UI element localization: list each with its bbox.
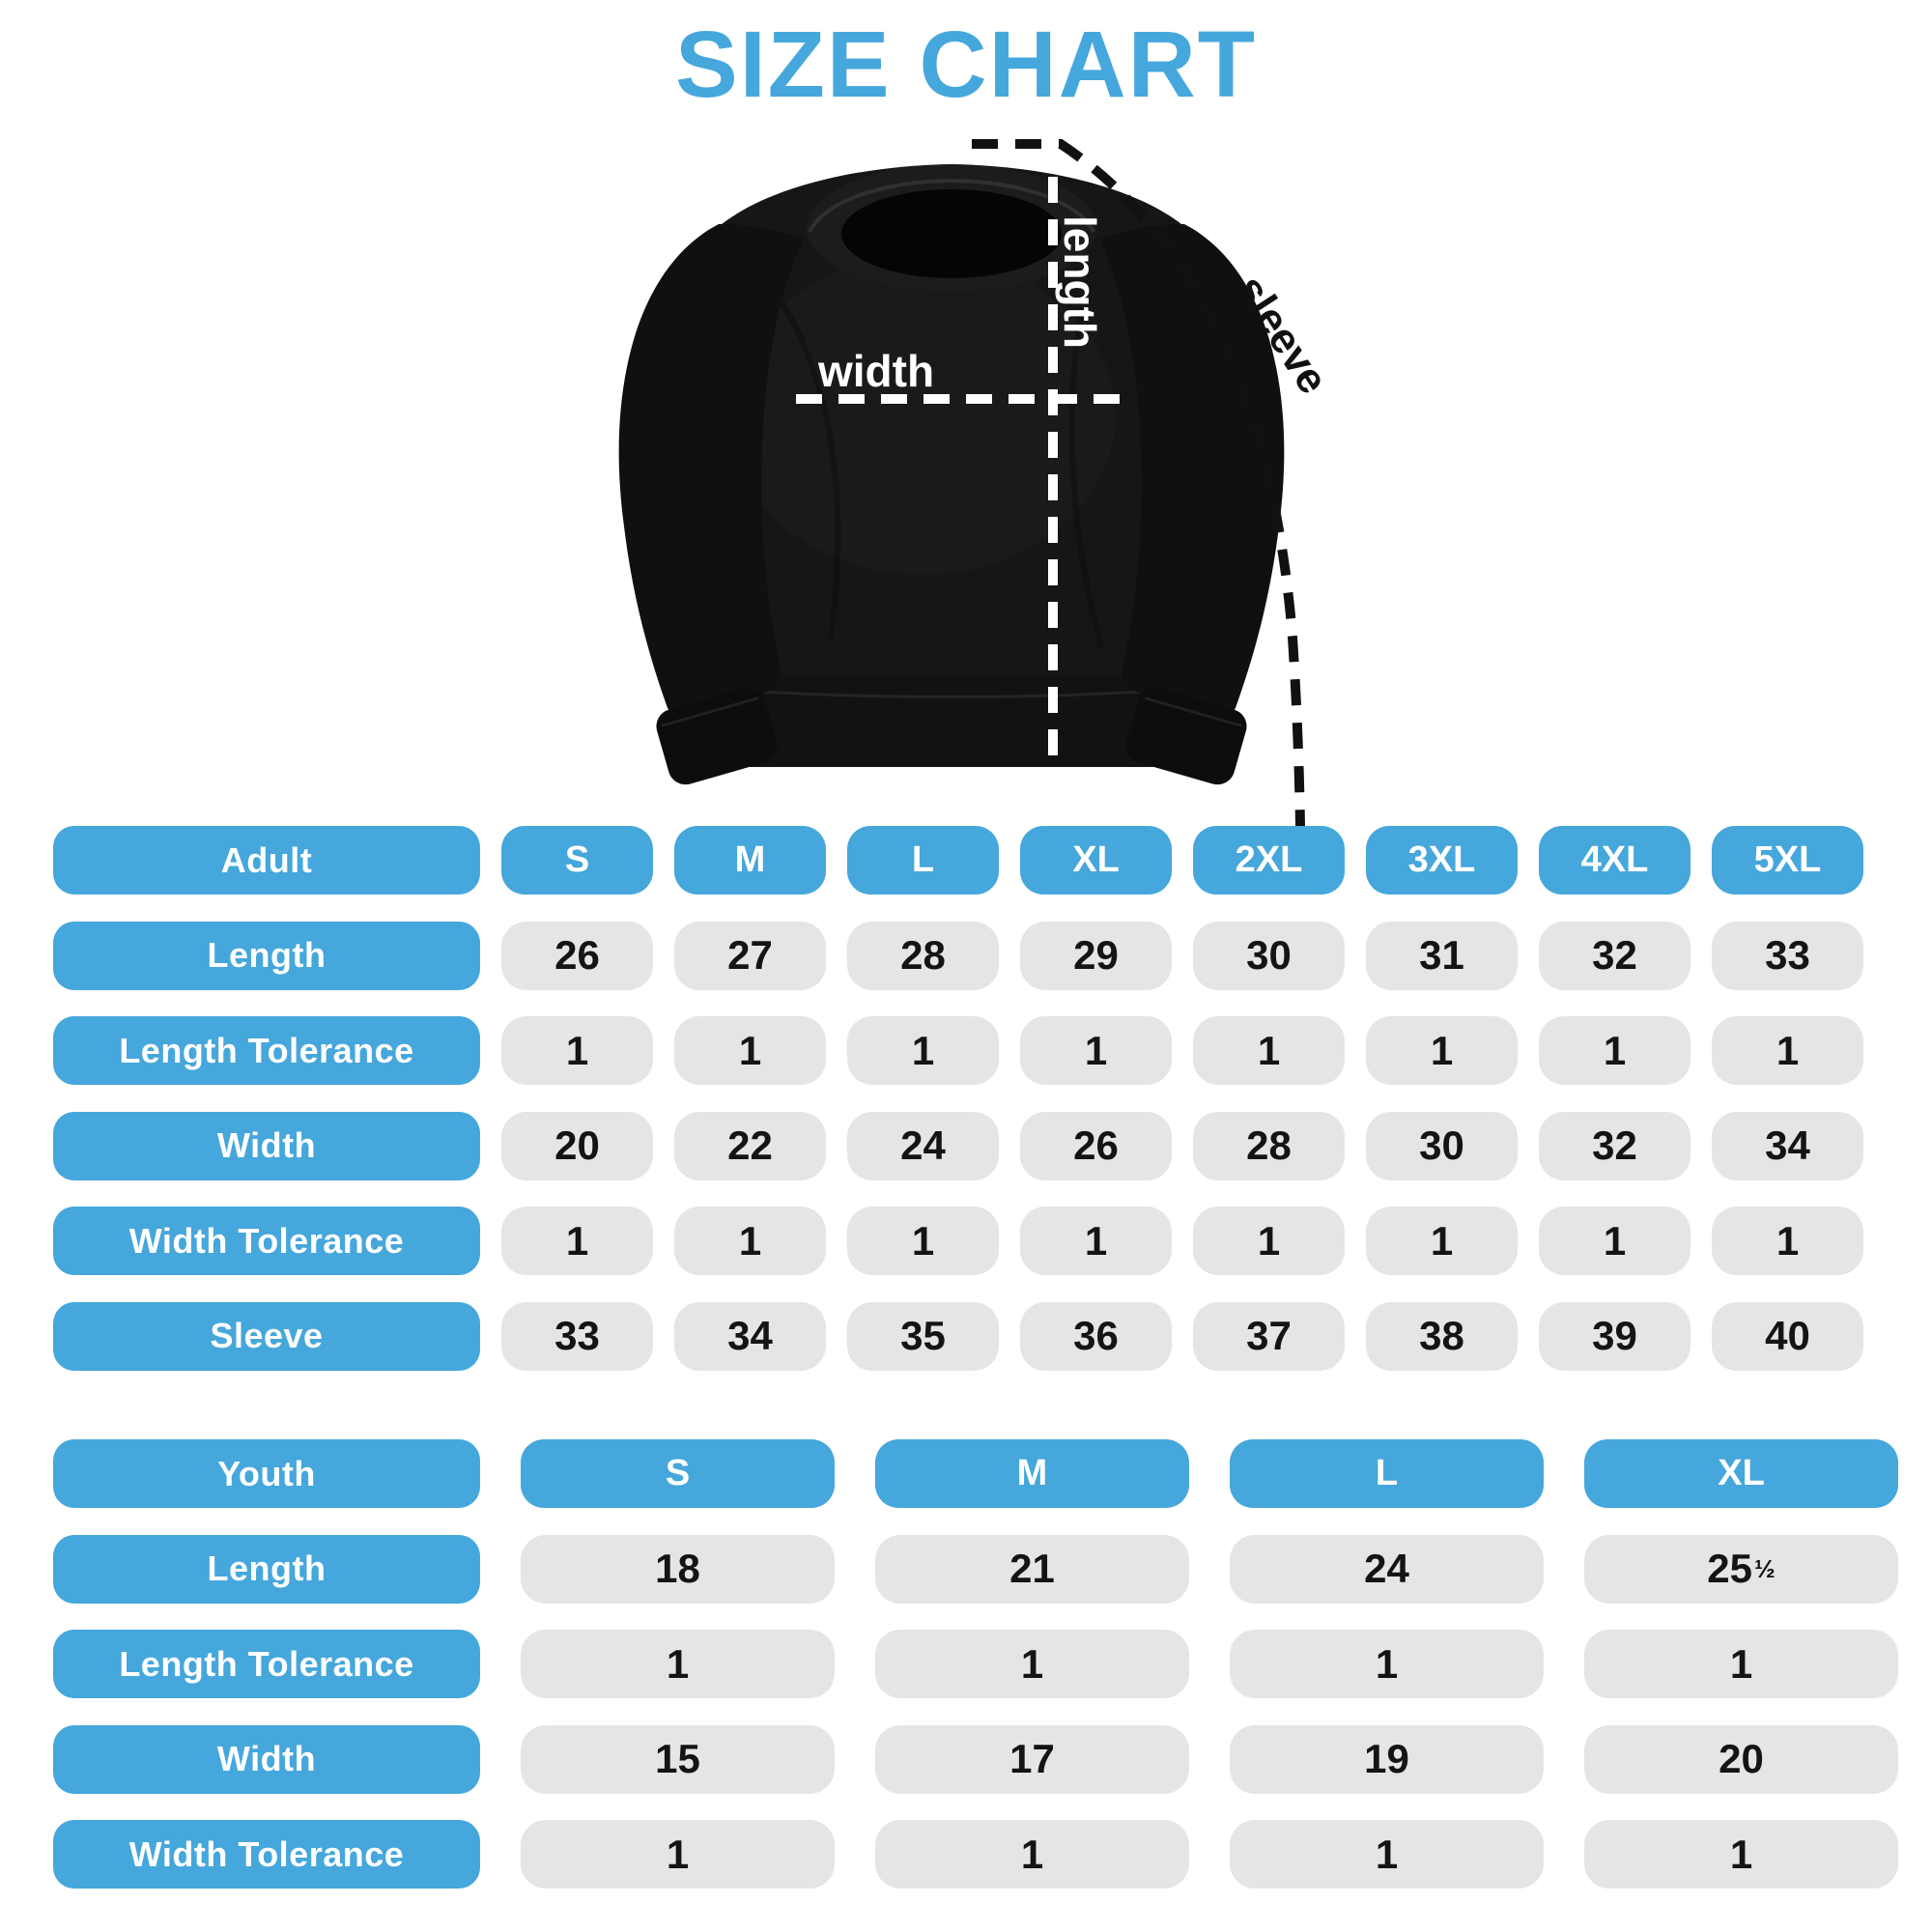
adult_table-value-cell: 33 xyxy=(501,1302,653,1371)
youth_table-row-label: Width Tolerance xyxy=(53,1820,480,1889)
adult_table-value-cell: 32 xyxy=(1539,1112,1690,1180)
adult_table-value-cell: 30 xyxy=(1193,922,1345,990)
adult_table-value-cell: 27 xyxy=(674,922,826,990)
adult_table-row-length xyxy=(53,922,1863,990)
adult_table-value-cell: 1 xyxy=(847,1207,999,1275)
youth_table-row-label: Length xyxy=(53,1535,480,1604)
youth_table-value-cell: 1 xyxy=(1230,1820,1544,1889)
youth_table-value-cell: 18 xyxy=(521,1535,835,1604)
youth_table-value-cell: 1 xyxy=(521,1820,835,1889)
adult_table-value-cell: 1 xyxy=(1539,1207,1690,1275)
adult_table-size-header: XL xyxy=(1020,826,1172,895)
adult_table-value-cell: 36 xyxy=(1020,1302,1172,1371)
adult_table-value-cell: 1 xyxy=(1020,1207,1172,1275)
youth_table-value-cell: 17 xyxy=(875,1725,1189,1794)
adult_table-size-header: L xyxy=(847,826,999,895)
youth_table-value-cell: 1 xyxy=(875,1630,1189,1698)
youth_table-size-header: XL xyxy=(1584,1439,1898,1508)
youth_table-row-length-tolerance xyxy=(53,1630,1898,1698)
youth_table-row-length xyxy=(53,1535,1898,1604)
adult_table-value-cell: 1 xyxy=(1366,1207,1518,1275)
adult_table-value-cell: 33 xyxy=(1712,922,1863,990)
sweatshirt-diagram xyxy=(541,87,1391,850)
youth_table-size-header: S xyxy=(521,1439,835,1508)
youth_table-value-cell: 1 xyxy=(1230,1630,1544,1698)
adult_table-row-label: Length xyxy=(53,922,480,990)
waistband xyxy=(723,676,1180,767)
youth_table-value-cell: 1 xyxy=(1584,1630,1898,1698)
adult_table-row-width-tolerance xyxy=(53,1207,1863,1275)
youth_table-group-label: Youth xyxy=(53,1439,480,1508)
youth_table-value-cell: 1 xyxy=(1584,1820,1898,1889)
adult_table-row-length-tolerance xyxy=(53,1016,1863,1085)
adult_table-value-cell: 26 xyxy=(1020,1112,1172,1180)
adult_table-value-cell: 1 xyxy=(847,1016,999,1085)
adult_table-value-cell: 1 xyxy=(1193,1207,1345,1275)
adult_table-value-cell: 37 xyxy=(1193,1302,1345,1371)
youth_table-value-cell: 1 xyxy=(875,1820,1189,1889)
adult-size-table xyxy=(53,826,1863,1371)
youth_table-size-header: L xyxy=(1230,1439,1544,1508)
adult_table-group-label: Adult xyxy=(53,826,480,895)
adult_table-value-cell: 1 xyxy=(501,1207,653,1275)
youth_table-value-cell: 20 xyxy=(1584,1725,1898,1794)
adult_table-row-label: Width Tolerance xyxy=(53,1207,480,1275)
adult_table-size-header: 3XL xyxy=(1366,826,1518,895)
adult_table-size-header: 5XL xyxy=(1712,826,1863,895)
youth_table-row-label: Width xyxy=(53,1725,480,1794)
adult_table-value-cell: 20 xyxy=(501,1112,653,1180)
adult_table-row-width xyxy=(53,1112,1863,1180)
adult_table-value-cell: 24 xyxy=(847,1112,999,1180)
adult_table-value-cell: 1 xyxy=(674,1016,826,1085)
youth_table-row-width-tolerance xyxy=(53,1820,1898,1889)
adult_table-size-header: 2XL xyxy=(1193,826,1345,895)
youth-size-table xyxy=(53,1439,1898,1889)
adult_table-value-cell: 1 xyxy=(1712,1016,1863,1085)
adult_table-size-header: 4XL xyxy=(1539,826,1690,895)
adult_table-size-header: S xyxy=(501,826,653,895)
youth_table-value-cell: 25 ½ xyxy=(1584,1535,1898,1604)
adult_table-size-header: M xyxy=(674,826,826,895)
adult_table-value-cell: 28 xyxy=(847,922,999,990)
adult_table-value-cell: 1 xyxy=(1366,1016,1518,1085)
adult_table-header-row xyxy=(53,826,1863,895)
adult_table-value-cell: 1 xyxy=(1193,1016,1345,1085)
length-label: length xyxy=(1055,215,1105,349)
adult_table-value-cell: 28 xyxy=(1193,1112,1345,1180)
adult_table-value-cell: 1 xyxy=(674,1207,826,1275)
youth_table-header-row xyxy=(53,1439,1898,1508)
youth_table-value-cell: 21 xyxy=(875,1535,1189,1604)
adult_table-value-cell: 40 xyxy=(1712,1302,1863,1371)
adult_table-value-cell: 22 xyxy=(674,1112,826,1180)
youth_table-size-header: M xyxy=(875,1439,1189,1508)
adult_table-value-cell: 30 xyxy=(1366,1112,1518,1180)
adult_table-value-cell: 1 xyxy=(1539,1016,1690,1085)
adult_table-row-label: Sleeve xyxy=(53,1302,480,1371)
adult_table-row-label: Width xyxy=(53,1112,480,1180)
fraction-half: ½ xyxy=(1754,1553,1776,1583)
youth_table-row-width xyxy=(53,1725,1898,1794)
adult_table-value-cell: 38 xyxy=(1366,1302,1518,1371)
adult_table-value-cell: 26 xyxy=(501,922,653,990)
adult_table-value-cell: 1 xyxy=(1020,1016,1172,1085)
adult_table-row-sleeve xyxy=(53,1302,1863,1371)
sleeve-label: sleeve xyxy=(1226,267,1338,403)
adult_table-value-cell: 29 xyxy=(1020,922,1172,990)
adult_table-row-label: Length Tolerance xyxy=(53,1016,480,1085)
youth_table-row-label: Length Tolerance xyxy=(53,1630,480,1698)
adult_table-value-cell: 1 xyxy=(1712,1207,1863,1275)
youth_table-value-cell: 15 xyxy=(521,1725,835,1794)
adult_table-value-cell: 39 xyxy=(1539,1302,1690,1371)
page-title: SIZE CHART xyxy=(675,12,1257,117)
adult_table-value-cell: 1 xyxy=(501,1016,653,1085)
neck-opening xyxy=(841,189,1062,278)
youth_table-value-cell: 24 xyxy=(1230,1535,1544,1604)
youth_table-value-cell: 19 xyxy=(1230,1725,1544,1794)
width-label: width xyxy=(818,346,935,396)
adult_table-value-cell: 35 xyxy=(847,1302,999,1371)
adult_table-value-cell: 31 xyxy=(1366,922,1518,990)
adult_table-value-cell: 34 xyxy=(674,1302,826,1371)
youth_table-value-cell: 1 xyxy=(521,1630,835,1698)
adult_table-value-cell: 32 xyxy=(1539,922,1690,990)
adult_table-value-cell: 34 xyxy=(1712,1112,1863,1180)
